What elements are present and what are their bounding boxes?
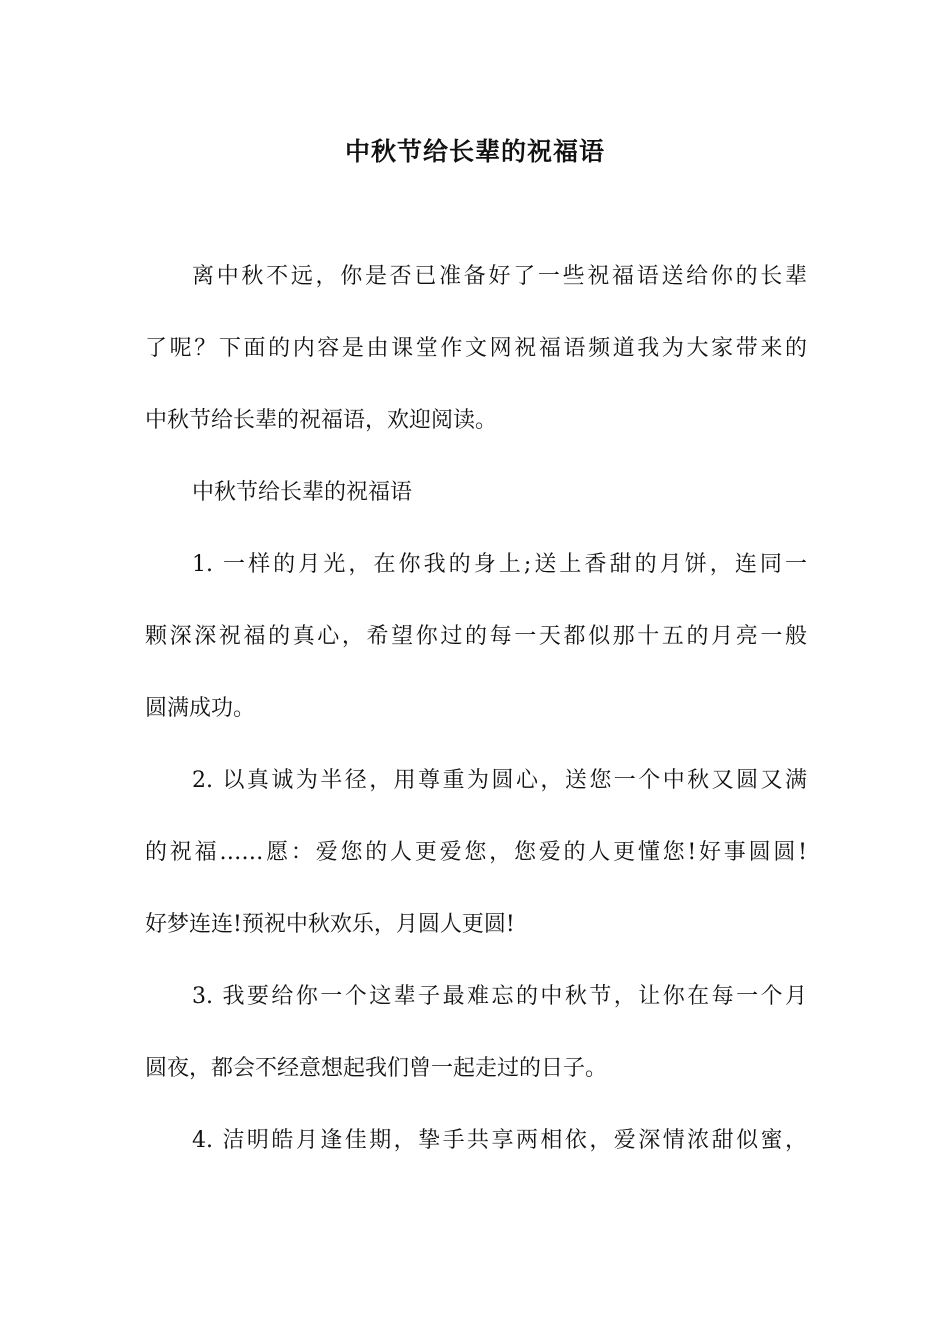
text-line: 颗深深祝福的真心，希望你过的每一天都似那十五的月亮一般: [145, 624, 807, 649]
text-line: 3. 我要给你一个这辈子最难忘的中秋节，让你在每一个月: [192, 984, 807, 1009]
document-body: [145, 255, 807, 1191]
text-line: 圆夜，都会不经意想起我们曾一起走过的日子。: [145, 1056, 608, 1081]
section-heading: 中秋节给长辈的祝福语: [192, 480, 413, 505]
text-line: 了呢？下面的内容是由课堂作文网祝福语频道我为大家带来的: [145, 336, 807, 361]
text-line: 圆满成功。: [145, 696, 256, 721]
text-line: 的祝福……愿：爱您的人更爱您，您爱的人更懂您!好事圆圆!: [145, 840, 807, 865]
text-line: 4. 洁明皓月逢佳期，挚手共享两相依，爱深情浓甜似蜜，: [192, 1128, 807, 1153]
text-line: 1. 一样的月光，在你我的身上;送上香甜的月饼，连同一: [192, 552, 807, 577]
text-line: 好梦连连!预祝中秋欢乐，月圆人更圆!: [145, 912, 515, 937]
document-title: 中秋节给长辈的祝福语: [344, 137, 605, 166]
text-line: 中秋节给长辈的祝福语，欢迎阅读。: [145, 408, 498, 433]
text-line: 2. 以真诚为半径，用尊重为圆心，送您一个中秋又圆又满: [192, 768, 807, 793]
text-line: 离中秋不远，你是否已准备好了一些祝福语送给你的长辈: [192, 264, 807, 289]
